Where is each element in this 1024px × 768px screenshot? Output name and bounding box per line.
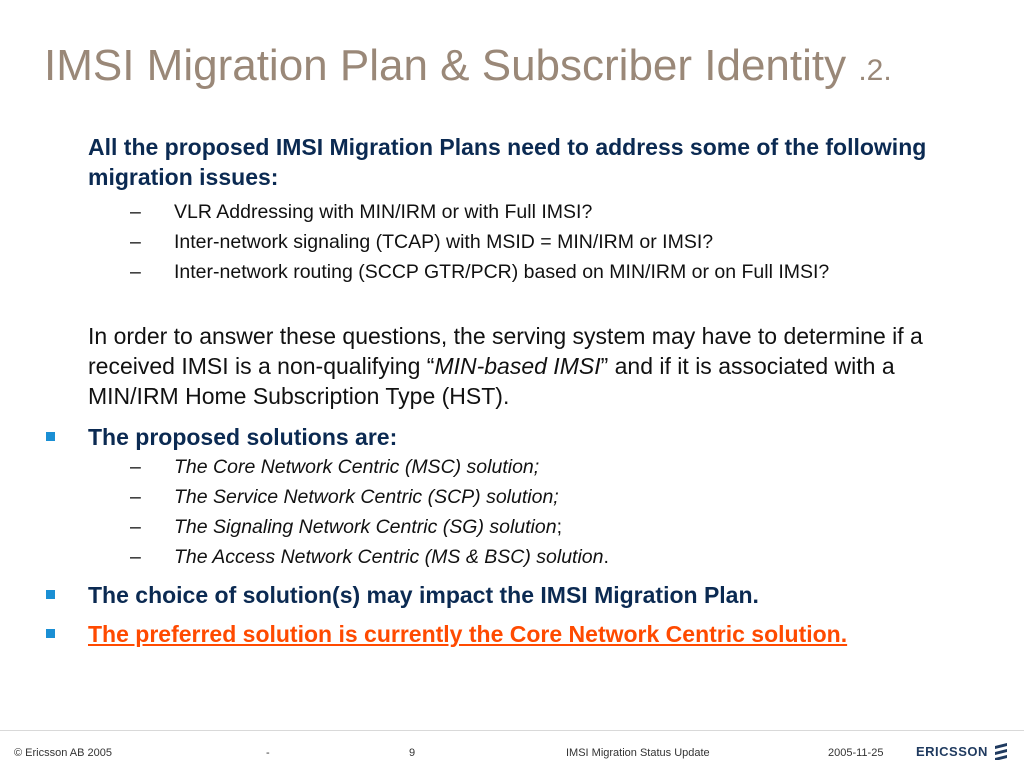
explanation-before: In order to answer these questions, the serving system may have to determine if a received IMSI is a non-qualifying “ bbox=[88, 323, 923, 379]
intro-paragraph: All the proposed IMSI Migration Plans need to address some of the following migration issues: bbox=[88, 134, 927, 190]
dash-marker: – bbox=[130, 516, 141, 538]
square-bullet-icon bbox=[46, 590, 55, 599]
slide-title bbox=[44, 40, 892, 97]
explanation-after: ” and if it is associated with a MIN/IRM Home Subscription Type (HST). bbox=[88, 353, 895, 409]
logo-wordmark: ERICSSON bbox=[916, 743, 988, 759]
title-main: IMSI Migration Plan & Subscriber Identity bbox=[44, 41, 859, 90]
issue-item bbox=[130, 229, 990, 255]
title-suffix: .2. bbox=[858, 54, 892, 87]
choice-note: The choice of solution(s) may impact the IMSI Migration Plan. bbox=[88, 582, 759, 608]
footer-copyright: © Ericsson AB 2005 bbox=[14, 747, 112, 759]
dash-marker: – bbox=[130, 546, 141, 568]
solution-label: The Service Network Centric (SCP) solution; bbox=[174, 486, 559, 508]
square-bullet-icon bbox=[46, 432, 55, 441]
solution-tail: ; bbox=[556, 516, 562, 538]
issue-text: Inter-network routing (SCCP GTR/PCR) based on MIN/IRM or on Full IMSI? bbox=[174, 261, 830, 283]
solutions-heading: The proposed solutions are: bbox=[88, 424, 398, 450]
footer-divider bbox=[0, 730, 1024, 731]
footer-date: 2005-11-25 bbox=[828, 747, 884, 759]
dash-marker: – bbox=[130, 231, 141, 253]
preferred-note: The preferred solution is currently the Core Network Centric solution. bbox=[88, 621, 848, 647]
ericsson-logo-icon bbox=[994, 742, 1008, 760]
dash-marker: – bbox=[130, 456, 141, 478]
ericsson-logo bbox=[916, 741, 1008, 761]
solution-item bbox=[130, 484, 990, 510]
solution-label: The Core Network Centric (MSC) solution; bbox=[174, 456, 540, 478]
footer-page-number: 9 bbox=[409, 747, 416, 759]
solution-tail: . bbox=[603, 546, 609, 568]
solution-text bbox=[174, 544, 990, 570]
issue-text: VLR Addressing with MIN/IRM or with Full IMSI? bbox=[174, 201, 593, 223]
solution-text bbox=[174, 484, 990, 510]
footer-document-title: IMSI Migration Status Update bbox=[566, 747, 710, 759]
preferred-bullet bbox=[46, 619, 986, 649]
explanation-paragraph bbox=[88, 321, 988, 411]
dash-marker: – bbox=[130, 486, 141, 508]
solution-item bbox=[130, 544, 990, 570]
footer-separator: - bbox=[266, 747, 270, 759]
solution-label: The Signaling Network Centric (SG) solution bbox=[174, 516, 557, 538]
choice-bullet bbox=[46, 580, 986, 610]
issue-item bbox=[130, 199, 990, 225]
solution-text bbox=[174, 514, 990, 540]
square-bullet-icon bbox=[46, 629, 55, 638]
dash-marker: – bbox=[130, 261, 141, 283]
issue-text: Inter-network signaling (TCAP) with MSID = MIN/IRM or IMSI? bbox=[174, 231, 714, 253]
solution-label: The Access Network Centric (MS & BSC) solution bbox=[174, 546, 604, 568]
solution-item bbox=[130, 514, 990, 540]
explanation-emphasis: MIN-based IMSI bbox=[434, 353, 601, 379]
solutions-heading-bullet bbox=[46, 422, 986, 452]
solution-item bbox=[130, 454, 990, 480]
solution-text bbox=[174, 454, 990, 480]
dash-marker: – bbox=[130, 201, 141, 223]
issue-item bbox=[130, 259, 990, 285]
